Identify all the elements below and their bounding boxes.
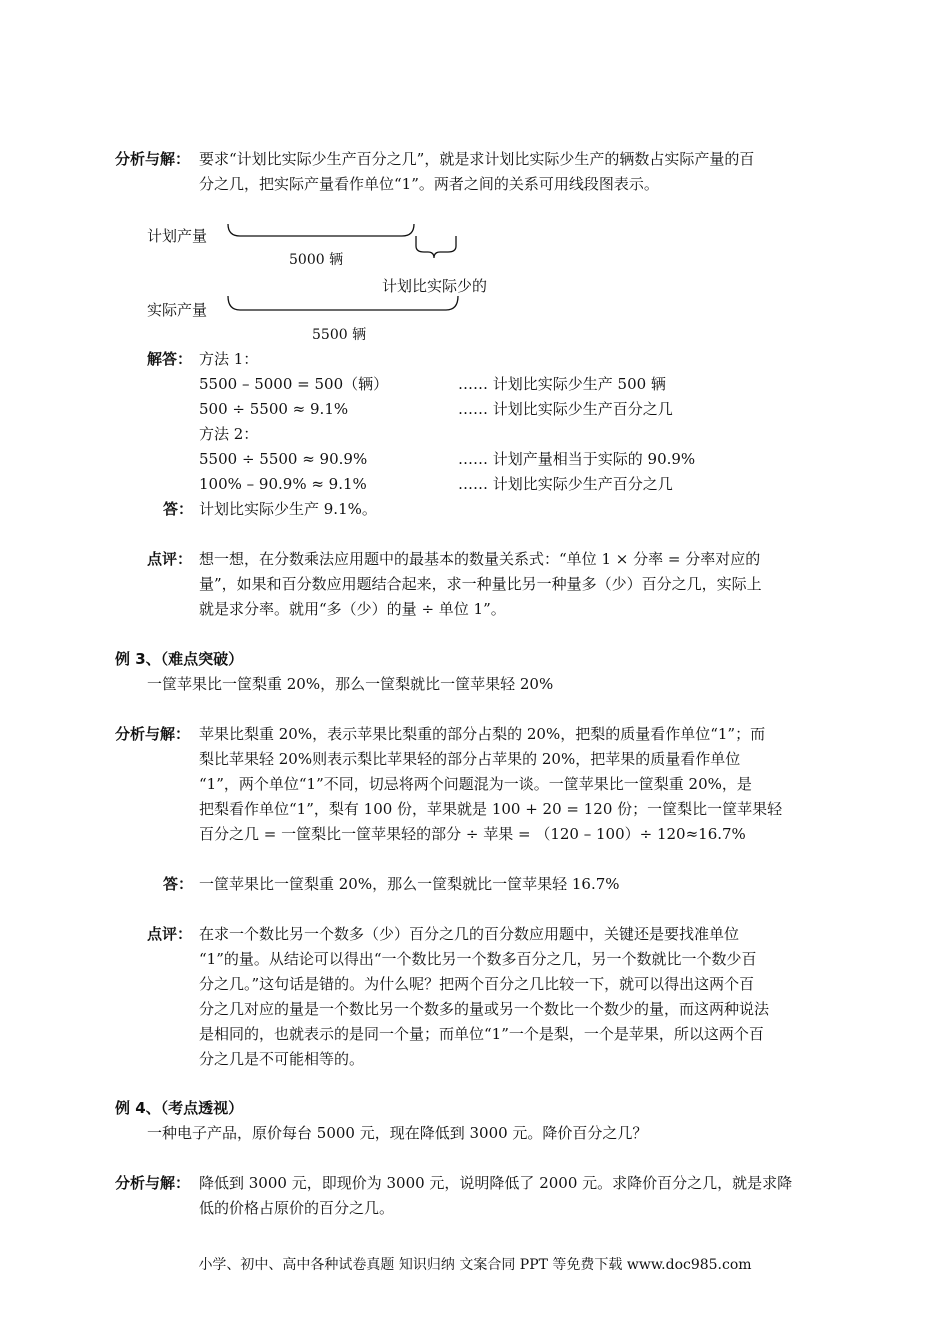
example3-title: 例 3、（难点突破） — [115, 650, 244, 668]
text-line: 苹果比梨重 20%，表示苹果比梨重的部分占梨的 20%，把梨的质量看作单位“1”；而 — [199, 725, 766, 743]
footer: 小学、初中、高中各种试卷真题 知识归纳 文案合同 PPT 等免费下载 www.doc985.com — [198, 1257, 752, 1273]
analysis-text — [199, 722, 782, 847]
m1-equation-1: 5500 – 5000 = 500（辆） — [199, 375, 389, 393]
answer-label: 答： — [163, 875, 194, 893]
analysis-label: 分析与解： — [115, 725, 191, 743]
text-line: 在求一个数比另一个数多（少）百分之几的百分数应用题中，关键还是要找准单位 — [199, 925, 740, 943]
planned-label: 计划产量 — [147, 227, 208, 245]
m2-note-1: …… 计划产量相当于实际的 90.9% — [458, 450, 696, 468]
planned-brace — [228, 224, 414, 236]
text-line: 分之几对应的量是一个数比另一个数多的量或另一个数比一个数少的量，而这两种说法 — [199, 1000, 770, 1018]
text-line: 降低到 3000 元，即现价为 3000 元，说明降低了 2000 元。求降价百分之几，就是求降 — [199, 1174, 793, 1192]
text-line: 想一想，在分数乘法应用题中的最基本的数量关系式：“单位 1 × 分率 = 分率对应的 — [199, 550, 761, 568]
comment-text — [199, 922, 769, 1072]
answer-text: 一筐苹果比一筐梨重 20%，那么一筐梨就比一筐苹果轻 16.7% — [199, 875, 620, 893]
text-line: 低的价格占原价的百分之几。 — [199, 1199, 395, 1217]
text-line: 分之几是不可能相等的。 — [199, 1050, 365, 1068]
text-line: 梨比苹果轻 20%则表示梨比苹果轻的部分占苹果的 20%，把苹果的质量看作单位 — [199, 750, 741, 768]
text-line: “1”，两个单位“1”不同，切忌将两个问题混为一谈。一筐苹果比一筐梨重 20%，是 — [199, 775, 752, 793]
analysis-label: 分析与解： — [115, 1174, 191, 1192]
m2-equation-1: 5500 ÷ 5500 ≈ 90.9% — [199, 450, 368, 468]
text-line: 是相同的，也就表示的是同一个量；而单位“1”一个是梨，一个是苹果，所以这两个百 — [199, 1025, 764, 1043]
difference-label: 计划比实际少的 — [382, 277, 488, 295]
m2-note-2: …… 计划比实际少生产百分之几 — [458, 475, 673, 493]
text-line: “1”的量。从结论可以得出“一个数比另一个数多百分之几，另一个数就比一个数少百 — [199, 950, 757, 968]
method2-label: 方法 2： — [199, 425, 259, 443]
text-line: 分之几，把实际产量看作单位“1”。两者之间的关系可用线段图表示。 — [199, 175, 659, 193]
actual-label: 实际产量 — [147, 301, 208, 319]
method1-label: 方法 1： — [199, 350, 259, 368]
difference-brace — [416, 236, 456, 258]
example4-title: 例 4、（考点透视） — [115, 1099, 244, 1117]
comment-label: 点评： — [147, 925, 193, 943]
m2-equation-2: 100% – 90.9% ≈ 9.1% — [199, 475, 367, 493]
planned-value: 5000 辆 — [289, 252, 344, 268]
comment-label: 点评： — [147, 550, 193, 568]
actual-brace — [228, 296, 458, 310]
text-line: 要求“计划比实际少生产百分之几”，就是求计划比实际少生产的辆数占实际产量的百 — [199, 150, 755, 168]
text-line: 量”，如果和百分数应用题结合起来，求一种量比另一种量多（少）百分之几，实际上 — [199, 575, 762, 593]
m1-note-2: …… 计划比实际少生产百分之几 — [458, 400, 673, 418]
example4-question: 一种电子产品，原价每台 5000 元，现在降低到 3000 元。降价百分之几？ — [147, 1124, 648, 1142]
actual-value: 5500 辆 — [312, 327, 367, 343]
text-line: 就是求分率。就用“多（少）的量 ÷ 单位 1”。 — [199, 600, 506, 618]
answer-label: 答： — [163, 500, 194, 518]
comment-text — [199, 547, 762, 622]
m1-equation-2: 500 ÷ 5500 ≈ 9.1% — [199, 400, 349, 418]
text-line: 把梨看作单位“1”，梨有 100 份，苹果就是 100 + 20 = 120 份；一筐梨比一筐苹果轻 — [199, 800, 783, 818]
answer-text: 计划比实际少生产 9.1%。 — [199, 500, 377, 518]
example3-question: 一筐苹果比一筐梨重 20%，那么一筐梨就比一筐苹果轻 20% — [147, 675, 554, 693]
m1-note-1: …… 计划比实际少生产 500 辆 — [458, 375, 666, 393]
solution-label: 解答： — [147, 350, 193, 368]
analysis-text — [199, 1171, 792, 1221]
analysis-label: 分析与解： — [115, 150, 191, 168]
text-line: 分之几。”这句话是错的。为什么呢？把两个百分之几比较一下，就可以得出这两个百 — [199, 975, 755, 993]
text-line: 百分之几 = 一筐梨比一筐苹果轻的部分 ÷ 苹果 = （120 – 100）÷ 120≈16.7% — [199, 825, 746, 843]
